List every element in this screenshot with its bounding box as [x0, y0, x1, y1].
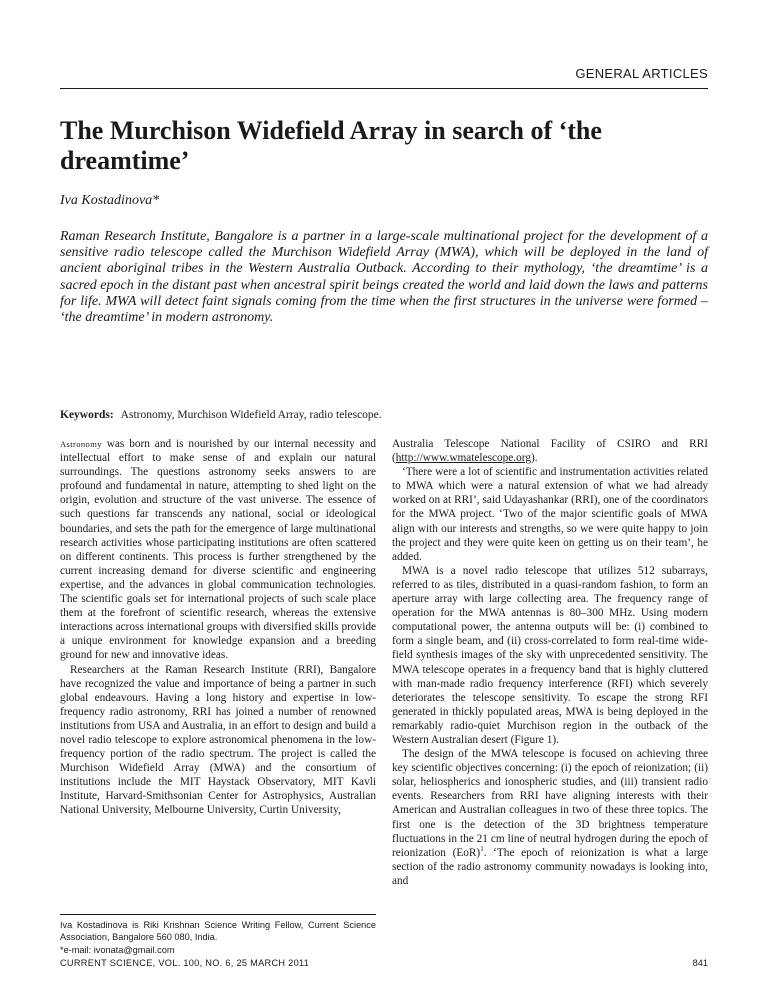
drop-word: Astronomy [60, 439, 102, 449]
body-column-left [60, 437, 376, 818]
article-title: The Murchison Widefield Array in search of ‘the dreamtime’ [60, 116, 602, 176]
footnote-affiliation: Iva Kostadinova is Riki Krishnan Science Writing Fellow, Current Science Association, Bangalore 560 080, India. [60, 920, 376, 943]
body-paragraph: Australia Telescope National Facility of CSIRO and RRI (http://www.wmatelescope.org). [392, 438, 708, 465]
header-rule [60, 88, 708, 89]
body-paragraph: ‘There were a lot of scientific and instrumentation activities related to MWA which were a natural extension of what we had already worked on at RRI’, said Udayashankar (RRI), one of the coordinators for the MWA project. ‘Two of the major scientific goals of MWA align with our interests and strengths, so we were quite happy to join the project and they were quite keen on getting us on their team’, he added. [392, 466, 708, 563]
keywords-text: Astronomy, Murchison Widefield Array, radio telescope. [120, 409, 382, 421]
footnote-rule [60, 914, 376, 915]
section-label: GENERAL ARTICLES [575, 66, 708, 81]
body-paragraph: MWA is a novel radio telescope that utilizes 512 subarrays, referred to as tiles, distributed in a quasi-random fashion, to form an aperture array with large collecting area. The frequency range of operation for the MWA antennas is 80–300 MHz. Using modern computational power, the antenna outputs will be: (i) combined to form a single beam, and (ii) cross-correlated to form real-time wide-field synthesis images of the sky with unprecedented sensitivity. The MWA telescope operates in a frequency band that is highly cluttered with man-made radio frequency interference (RFI) which severely deteriorates the telescope sensitivity. To escape the strong RFI generated in thickly populated areas, MWA is being deployed in the remarkably radio-quiet Murchison region in the outback of the Western Australian desert (Figure 1). [392, 564, 708, 746]
body-paragraph: Astronomy was born and is nourished by our internal necessity and intellectual effort to make sense of and explain our natural surroundings. The questions astronomy seeks answers to are profound and fundamental in nature, attempting to shed light on the origin, evolution and structure of the vast universe. The essence of such questions far transcends any national, social or ideological boundaries, and sets the path for the emergence of large multinational research activities whose participating institutions are often scattered on different continents. This process is further strengthened by the current increasing demand for diverse scientific and engineering expertise, and the advances in global communication technologies. The scientific goals set for international projects of such scale place them at the forefront of scientific research, whereas the extensive interactions across international groups with diversified skills provide a unique environment for knowledge expansion and a breeding ground for new and innovative ideas. [60, 438, 376, 662]
keywords [60, 408, 708, 422]
journal-citation: CURRENT SCIENCE, VOL. 100, NO. 6, 25 MARCH 2011 [60, 958, 310, 968]
author-name: Iva Kostadinova* [60, 193, 160, 208]
project-website-link[interactable]: http://www.wmatelescope.org [395, 452, 531, 465]
author-footnote [60, 919, 376, 956]
reference-marker[interactable]: 1 [480, 844, 484, 853]
body-paragraph: Researchers at the Raman Research Institute (RRI), Bangalore have recognized the value and importance of being a partner in such global endeavours. Having a long history and expertise in low-frequency radio astronomy, RRI has joined a number of renowned institutions from USA and Australia, in an effort to design and build a novel radio telescope to explore astronomical phenomena in the low-frequency portion of the radio spectrum. The project is called the Murchison Widefield Array (MWA) and the consortium of institutions include the MIT Haystack Observatory, MIT Kavli Institute, Harvard-Smithsonian Center for Astrophysics, Australian National University, Melbourne University, Curtin University, [60, 663, 376, 817]
body-column-right [392, 437, 708, 888]
keywords-label: Keywords: [60, 409, 114, 421]
footnote-email: *e-mail: ivonata@gmail.com [60, 944, 175, 955]
abstract: Raman Research Institute, Bangalore is a partner in a large-scale multinational project for the development of a sensitive radio telescope called the Murchison Widefield Array (MWA), which will be deployed in the land of ancient aboriginal tribes in the Western Australia Outback. According to their mythology, ‘the dreamtime’ is a sacred epoch in the distant past when ancestral spirit beings created the world and laid down the laws and patterns for life. MWA will detect faint signals coming from the time when the first structures in the universe were formed – ‘the dreamtime’ in modern astronomy. [60, 229, 708, 326]
body-paragraph: The design of the MWA telescope is focused on achieving three key scientific objectives concerning: (i) the epoch of reionization; (ii) solar, heliospherics and ionospheric studies, and (iii) transient radio events. Researchers from RRI have aligning interests with their American and Australian colleagues in two of these three topics. The first one is the detection of the 3D brightness temperature fluctuations in the 21 cm line of neutral hydrogen during the epoch of reionization (EoR)$^1$. ‘The epoch of reionization is what a large section of the radio astronomy community nowadays is looking into, and [392, 748, 708, 887]
page-number: 841 [692, 958, 708, 968]
